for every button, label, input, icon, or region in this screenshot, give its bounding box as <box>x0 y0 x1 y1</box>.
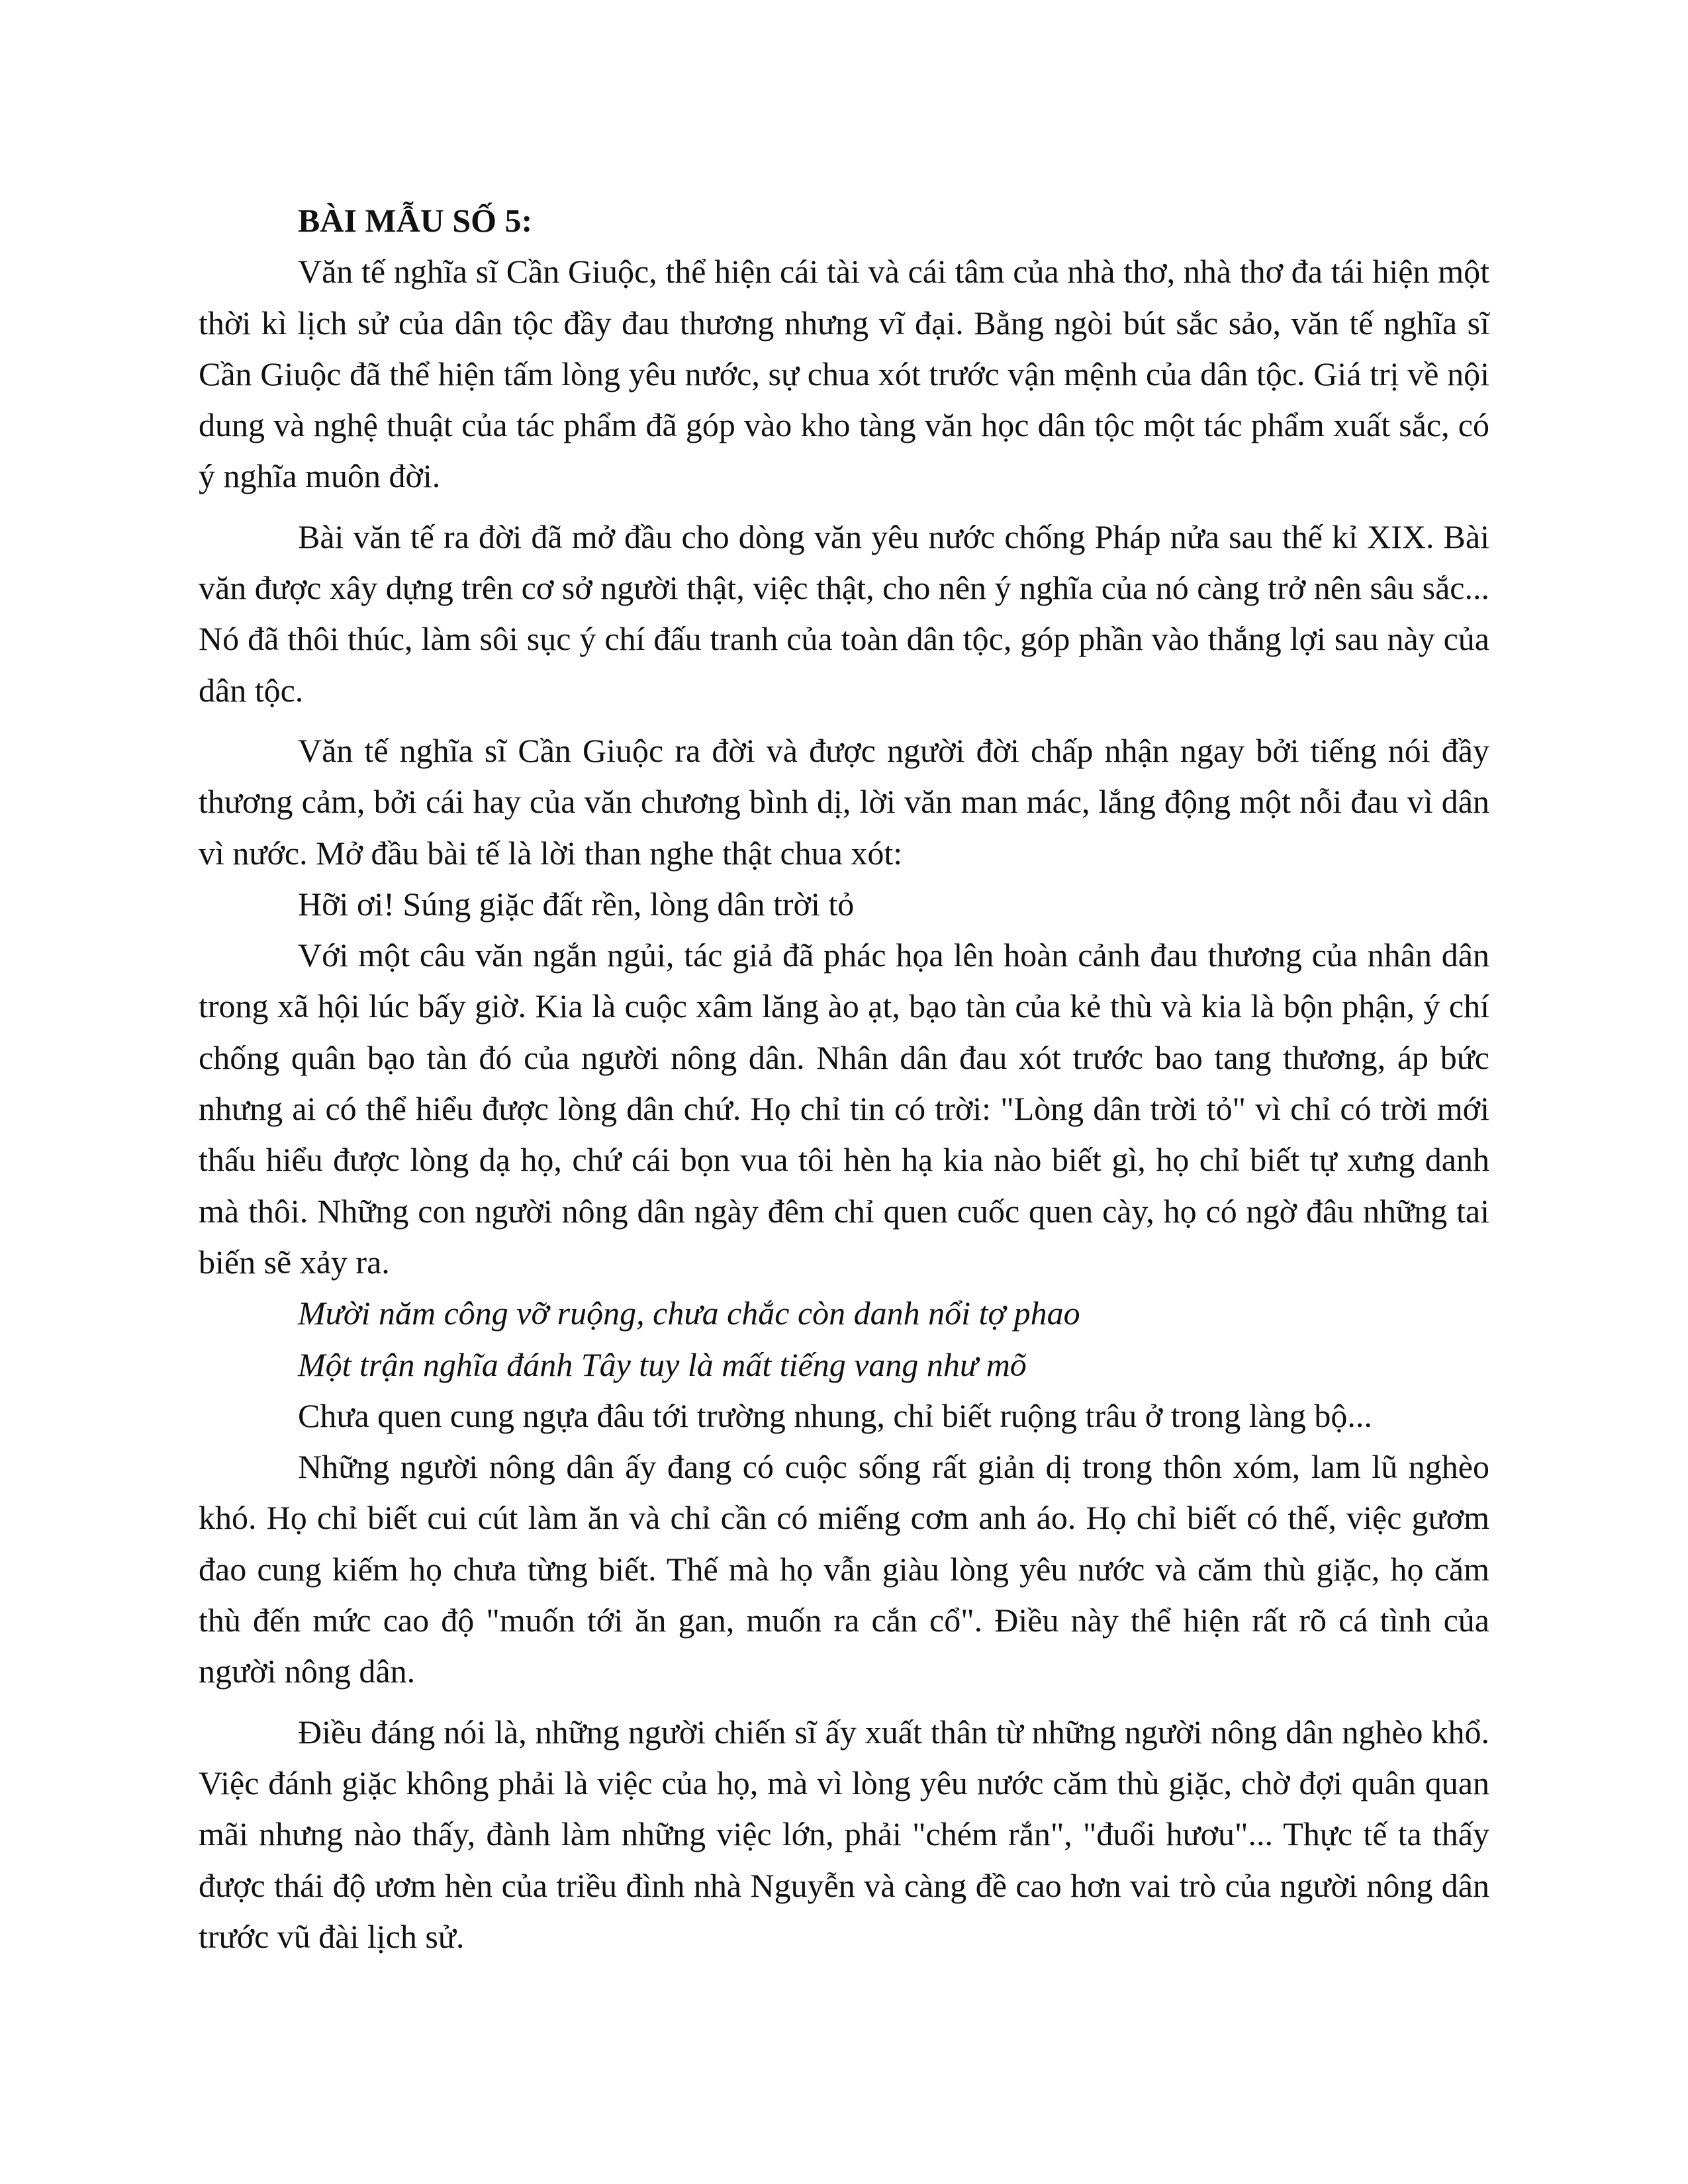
document-heading: BÀI MẪU SỐ 5: <box>298 202 533 239</box>
quote-line-4: Chưa quen cung ngựa đâu tới trường nhung, chỉ biết ruộng trâu ở trong làng bộ... <box>298 1396 1372 1434</box>
quote-line-3: Một trận nghĩa đánh Tây tuy là mất tiếng vang như mõ <box>298 1345 1027 1383</box>
document-page <box>199 195 1489 1962</box>
paragraph-3: Văn tế nghĩa sĩ Cần Giuộc ra đời và được người đời chấp nhận ngay bởi tiếng nói đầy thương cảm, bởi cái hay của văn chương bình dị, lời văn man mác, lắng động một nỗi đau vì dân vì nước. Mở đầu bài tế là lời than nghe thật chua xót: <box>199 731 1489 872</box>
quote-line-1: Hỡi ơi! Súng giặc đất rền, lòng dân trời tỏ <box>298 885 855 923</box>
paragraph-6: Điều đáng nói là, những người chiến sĩ ấy xuất thân từ những người nông dân nghèo khổ. Việc đánh giặc không phải là việc của họ, mà vì lòng yêu nước căm thù giặc, chờ đợi quân quan mãi nhưng nào thấy, đành làm những việc lớn, phải "chém rắn", "đuổi hươu"... Thực tế ta thấy được thái độ ươm hèn của triều đình nhà Nguyễn và càng đề cao hơn vai trò của người nông dân trước vũ đài lịch sử. <box>199 1713 1489 1955</box>
paragraph-2: Bài văn tế ra đời đã mở đầu cho dòng văn yêu nước chống Pháp nửa sau thế kỉ XIX. Bài văn được xây dựng trên cơ sở người thật, việc thật, cho nên ý nghĩa của nó càng trở nên sâu sắc... Nó đã thôi thúc, làm sôi sục ý chí đấu tranh của toàn dân tộc, góp phần vào thắng lợi sau này của dân tộc. <box>199 518 1489 709</box>
paragraph-4: Với một câu văn ngắn ngủi, tác giả đã phác họa lên hoàn cảnh đau thương của nhân dân trong xã hội lúc bấy giờ. Kia là cuộc xâm lăng ào ạt, bạo tàn của kẻ thù và kia là bộn phận, ý chí chống quân bạo tàn đó của người nông dân. Nhân dân đau xót trước bao tang thương, áp bức nhưng ai có thể hiểu được lòng dân chứ. Họ chỉ tin có trời: "Lòng dân trời tỏ" vì chỉ có trời mới thấu hiểu được lòng dạ họ, chứ cái bọn vua tôi hèn hạ kia nào biết gì, họ chỉ biết tự xưng danh mà thôi. Những con người nông dân ngày đêm chỉ quen cuốc quen cày, họ có ngờ đâu những tai biến sẽ xảy ra. <box>199 936 1489 1281</box>
paragraph-5: Những người nông dân ấy đang có cuộc sống rất giản dị trong thôn xóm, lam lũ nghèo khó. Họ chỉ biết cui cút làm ăn và chỉ cần có miếng cơm anh áo. Họ chỉ biết có thế, việc gươm đao cung kiếm họ chưa từng biết. Thế mà họ vẫn giàu lòng yêu nước và căm thù giặc, họ căm thù đến mức cao độ "muốn tới ăn gan, muốn ra cắn cổ". Điều này thể hiện rất rõ cá tình của người nông dân. <box>199 1448 1489 1690</box>
quote-line-2: Mười năm công vỡ ruộng, chưa chắc còn danh nổi tợ phao <box>298 1295 1080 1332</box>
paragraph-1: Văn tế nghĩa sĩ Cần Giuộc, thể hiện cái tài và cái tâm của nhà thơ, nhà thơ đa tái hiện một thời kì lịch sử của dân tộc đầy đau thương nhưng vĩ đại. Bằng ngòi bút sắc sảo, văn tế nghĩa sĩ Cần Giuộc đã thể hiện tấm lòng yêu nước, sự chua xót trước vận mệnh của dân tộc. Giá trị về nội dung và nghệ thuật của tác phẩm đã góp vào kho tàng văn học dân tộc một tác phẩm xuất sắc, có ý nghĩa muôn đời. <box>199 253 1489 495</box>
